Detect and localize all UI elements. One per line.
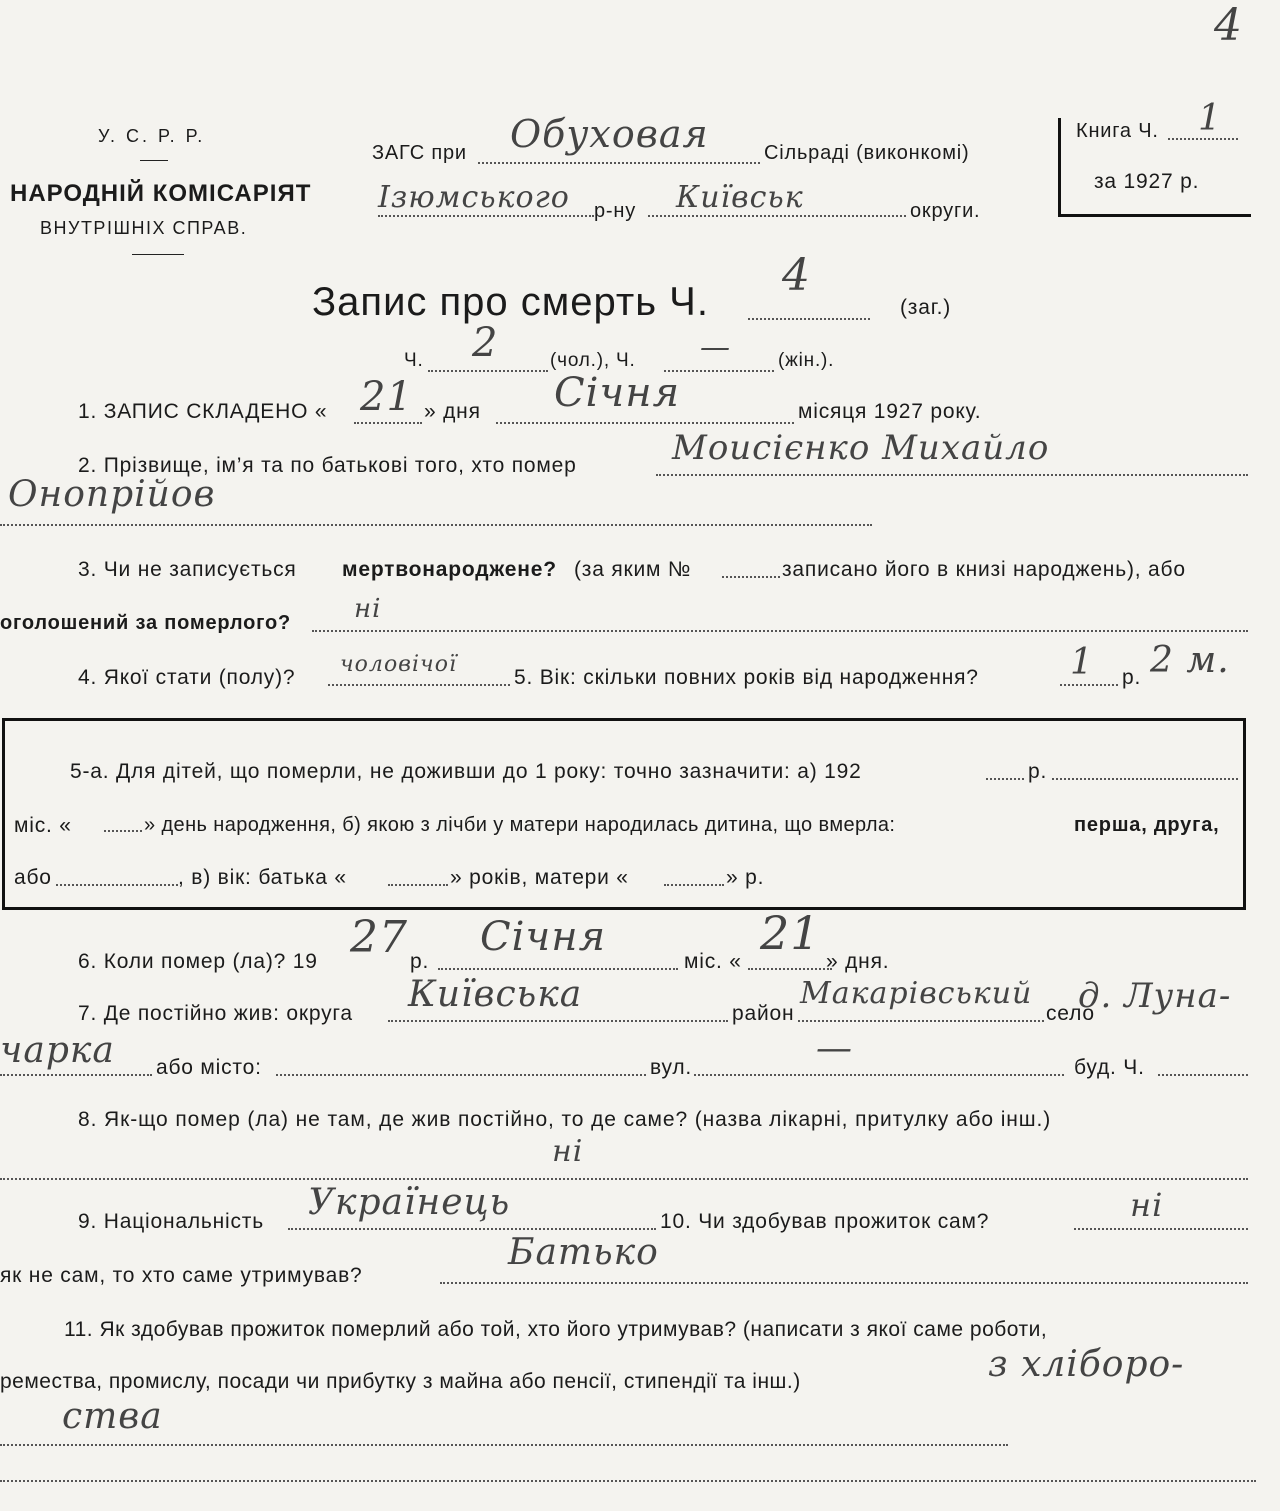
- q10-line: [1074, 1228, 1248, 1230]
- q5a-line3-start: або: [14, 866, 52, 889]
- q6-day-value: 21: [760, 906, 821, 960]
- q1-mid: » дня: [424, 400, 481, 423]
- q3-part2: (за яким №: [574, 558, 692, 581]
- q3-stillborn: мертвонароджене?: [342, 558, 557, 581]
- q7-street-label: вул.: [650, 1056, 693, 1079]
- council-label: Сільраді (виконкомі): [764, 142, 970, 164]
- q1-day-line: [354, 422, 422, 424]
- q5a-mother-age-line: [664, 884, 724, 886]
- q5a-line3-end: » р.: [726, 866, 765, 889]
- book-number-value: 1: [1198, 98, 1222, 139]
- header-divider: [140, 160, 168, 161]
- book-year: за 1927 р.: [1094, 170, 1200, 193]
- q2-line: [656, 474, 1248, 476]
- q7-selo-line-2: [0, 1074, 152, 1076]
- q7-selo-label: село: [1046, 1002, 1095, 1025]
- q3-declared-dead: оголошений за померлого?: [0, 612, 292, 634]
- q11-line-2: [0, 1480, 1256, 1482]
- q7-rayon-label: район: [732, 1002, 795, 1025]
- q7-okruha-value: Київська: [408, 974, 583, 1015]
- republic-header: У. С. Р. Р.: [98, 126, 206, 146]
- q5a-line1: 5-а. Для дітей, що померли, не доживши до 1 року: точно зазначити: а) 192: [70, 760, 862, 783]
- q7-misto-label: або місто:: [156, 1056, 262, 1079]
- q2-label: 2. Прізвище, ім’я та по батькові того, хто помер: [78, 454, 577, 477]
- q7-street-line: [694, 1074, 1064, 1076]
- book-label: Книга Ч.: [1076, 120, 1159, 142]
- q9-label: 9. Національність: [78, 1210, 264, 1233]
- q4-line: [328, 684, 510, 686]
- q6-day-line: [748, 968, 832, 970]
- q5-label: 5. Вік: скільки повних років від народження?: [514, 666, 979, 689]
- q10-who-line: [440, 1282, 1248, 1284]
- commissariat-header: НАРОДНІЙ КОМІСАРІЯТ: [10, 180, 312, 207]
- zags-village-value: Обуховая: [510, 112, 709, 156]
- male-female-label: (чол.), Ч.: [550, 350, 636, 371]
- q7-building-line: [1158, 1074, 1248, 1076]
- department-header: ВНУТРІШНІХ СПРАВ.: [40, 218, 248, 238]
- okruha-line: [648, 215, 906, 217]
- q3-number-line: [722, 576, 780, 578]
- q7-label: 7. Де постійно жив: округа: [78, 1002, 353, 1025]
- corner-number: 4: [1214, 0, 1243, 51]
- q5a-birth-order: перша, друга,: [1074, 814, 1220, 836]
- q6-label: 6. Коли помер (ла)? 19: [78, 950, 318, 973]
- q5-years-value: 1: [1070, 642, 1094, 683]
- male-number-line: [428, 370, 548, 372]
- q7-building-label: буд. Ч.: [1074, 1056, 1145, 1079]
- q1-month-line: [496, 422, 794, 424]
- q1-suffix: місяця 1927 року.: [798, 400, 982, 423]
- q5a-year-line: [986, 778, 1024, 780]
- okruha-label: округи.: [910, 200, 981, 222]
- q6-month-value: Січня: [480, 914, 607, 960]
- q4-value: чоловічої: [340, 652, 457, 677]
- q3-value: ні: [354, 594, 382, 624]
- q8-label: 8. Як-що помер (ла) не там, де жив постійно, то де саме? (назва лікарні, притулку або інш.): [78, 1108, 1052, 1131]
- q7-okruha-line: [388, 1020, 728, 1022]
- header-divider: [132, 254, 184, 255]
- q11-line1: 11. Як здобував прожиток померлий або той, хто його утримував? (написати з якої саме роботи,: [64, 1318, 1048, 1341]
- q5a-month-line: [1052, 778, 1238, 780]
- q5a-line2-mid: » день народження, б) якою з лічби у матери народилась дитина, що вмерла:: [144, 814, 896, 836]
- q7-rayon-value: Макарівський: [800, 976, 1033, 1011]
- q3-line: [312, 630, 1248, 632]
- q10-value: ні: [1130, 1186, 1164, 1224]
- page-title: Запис про смерть Ч.: [312, 280, 709, 324]
- female-label: (жін.).: [778, 350, 835, 371]
- zags-village-line: [478, 162, 760, 164]
- district-label: р-ну: [594, 200, 637, 222]
- q7-misto-line: [276, 1074, 646, 1076]
- q9-line: [288, 1228, 656, 1230]
- district-value: Ізюмського: [378, 180, 570, 215]
- q10-label: 10. Чи здобував прожиток сам?: [660, 1210, 990, 1233]
- q7-selo-value-continued: чарка: [0, 1030, 115, 1071]
- q7-rayon-line: [798, 1020, 1044, 1022]
- q5-years-unit: р.: [1122, 666, 1142, 689]
- q5a-line3-mid: , в) вік: батька «: [178, 866, 347, 889]
- q5a-order-line: [56, 884, 178, 886]
- female-number-line: [664, 370, 774, 372]
- q5a-line2-start: міс. «: [14, 814, 72, 837]
- q3-part1: 3. Чи не записується: [78, 558, 297, 581]
- district-line: [378, 215, 594, 217]
- q5a-day-line: [104, 830, 142, 832]
- q6-day-label: » дня.: [826, 950, 890, 973]
- q9-value: Українець: [308, 1182, 511, 1223]
- q7-selo-value: д. Луна-: [1078, 976, 1232, 1016]
- record-number-line: [748, 318, 870, 320]
- q6-month-label: міс. «: [684, 950, 742, 973]
- q5a-line3-mid2: » років, матери «: [450, 866, 629, 889]
- female-number-value: —: [700, 330, 731, 365]
- q10-who-value: Батько: [508, 1232, 659, 1273]
- q11-value-continued: ства: [62, 1396, 163, 1437]
- q1-day-value: 21: [360, 374, 413, 420]
- q8-line: [0, 1178, 1248, 1180]
- zag-label: (заг.): [900, 296, 952, 319]
- male-number-label: Ч.: [404, 350, 424, 371]
- okruha-value: Київськ: [676, 180, 804, 215]
- q6-year-value: 27: [350, 912, 408, 963]
- q2-value-continued: Онопрійов: [8, 474, 216, 515]
- q4-label: 4. Якої стати (полу)?: [78, 666, 296, 689]
- q11-value: з хліборо-: [988, 1344, 1185, 1385]
- zags-prefix: ЗАГС при: [372, 142, 467, 164]
- q5a-line1-end: р.: [1028, 760, 1048, 783]
- q5a-father-age-line: [388, 884, 448, 886]
- male-number-value: 2: [472, 320, 499, 366]
- q8-value: ні: [552, 1134, 584, 1169]
- q11-line: [0, 1444, 1008, 1446]
- q3-part3: записано його в книзі народжень), або: [782, 558, 1186, 581]
- q6-year-unit: р.: [410, 950, 430, 973]
- q7-street-value: —: [816, 1028, 853, 1069]
- q5-years-line: [1060, 684, 1118, 686]
- q11-line2: ремества, промислу, посади чи прибутку з майна або пенсії, стипендії та інш.): [0, 1370, 801, 1393]
- q2-value: Моисієнко Михайло: [672, 428, 1050, 468]
- q2-line-2: [0, 524, 872, 526]
- q5-months-value: 2 м.: [1150, 640, 1230, 681]
- q1-month-value: Січня: [554, 370, 681, 416]
- q1-label: 1. ЗАПИС СКЛАДЕНО «: [78, 400, 328, 423]
- q6-month-line: [438, 968, 678, 970]
- q10-who-label: як не сам, то хто саме утримував?: [0, 1264, 363, 1287]
- record-number-value: 4: [782, 250, 811, 301]
